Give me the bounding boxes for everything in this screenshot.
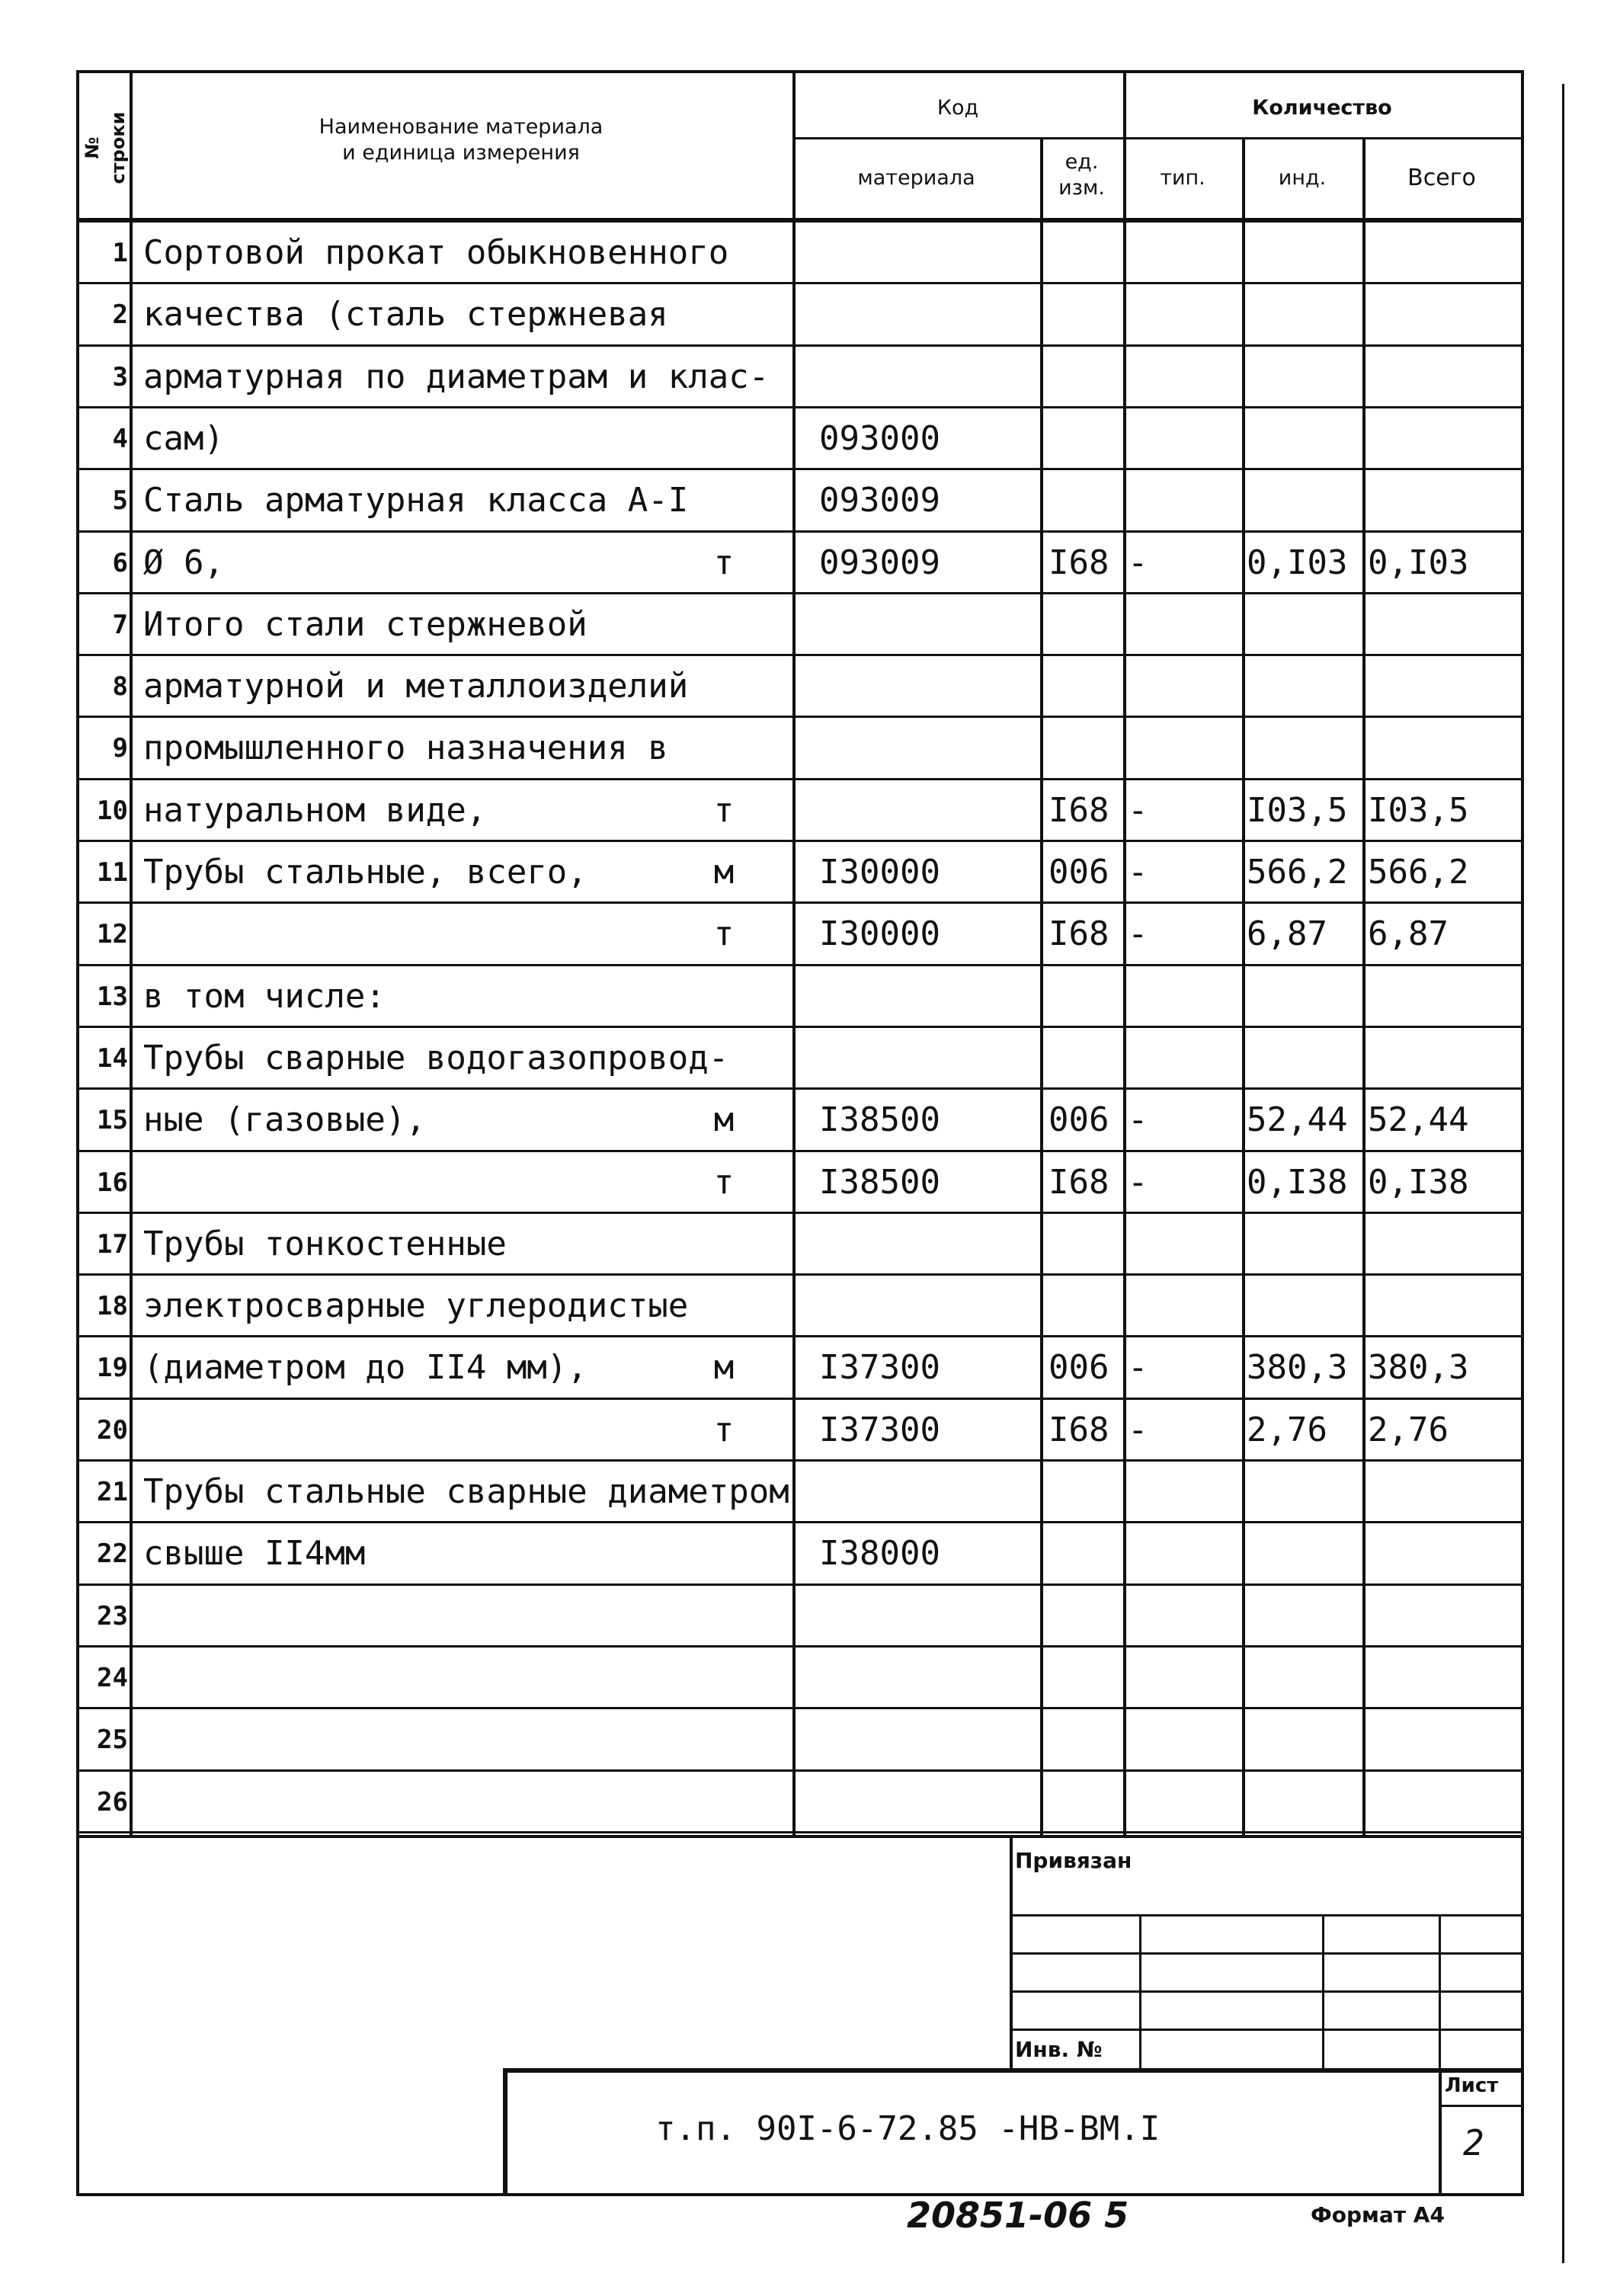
row-line bbox=[76, 592, 1524, 594]
row-qty-typ: - bbox=[1128, 1100, 1148, 1139]
row-name: ные (газовые), bbox=[143, 1100, 426, 1139]
row-line bbox=[76, 282, 1524, 284]
row-name: промышленного назначения в bbox=[143, 729, 668, 767]
row-number: 12 bbox=[97, 919, 128, 949]
row-unit: т bbox=[713, 914, 735, 953]
row-qty-total: 52,44 bbox=[1368, 1100, 1469, 1139]
margin-line-right bbox=[1562, 84, 1564, 2263]
row-name: (диаметром до II4 мм), bbox=[143, 1348, 587, 1387]
row-qty-total: I03,5 bbox=[1368, 791, 1469, 830]
row-unit-code: I68 bbox=[1049, 1163, 1109, 1202]
row-name: в том числе: bbox=[143, 977, 386, 1016]
row-qty-total: 0,I38 bbox=[1368, 1163, 1469, 1202]
header-q-typ: тип. bbox=[1160, 166, 1205, 190]
row-qty-ind: 380,3 bbox=[1247, 1348, 1348, 1387]
row-qty-typ: - bbox=[1128, 543, 1148, 582]
row-qty-total: 380,3 bbox=[1368, 1348, 1469, 1387]
row-line bbox=[76, 1212, 1524, 1214]
row-code: I37300 bbox=[819, 1348, 940, 1387]
row-number: 24 bbox=[97, 1663, 128, 1693]
row-code: 093000 bbox=[819, 419, 940, 458]
row-line bbox=[76, 1769, 1524, 1772]
frame-bottom bbox=[76, 2193, 1524, 2196]
row-qty-total: 566,2 bbox=[1368, 853, 1469, 892]
row-line bbox=[76, 1150, 1524, 1152]
row-qty-typ: - bbox=[1128, 1411, 1148, 1449]
row-code: I38500 bbox=[819, 1100, 940, 1139]
row-line bbox=[76, 530, 1524, 533]
header-name: Наименование материала и единица измерения bbox=[319, 115, 603, 165]
row-name: Ø 6, bbox=[143, 543, 224, 582]
archive-number: 20851-06 5 bbox=[907, 2195, 1129, 2236]
row-name: арматурной и металлоизделий bbox=[143, 667, 689, 706]
row-line bbox=[76, 840, 1524, 842]
row-code: 093009 bbox=[819, 481, 940, 520]
row-number: 11 bbox=[97, 857, 128, 888]
row-qty-ind: 0,I38 bbox=[1247, 1163, 1348, 1202]
row-line bbox=[76, 1273, 1524, 1276]
row-unit: т bbox=[713, 543, 735, 582]
row-qty-total: 0,I03 bbox=[1368, 543, 1469, 582]
row-number: 23 bbox=[97, 1601, 128, 1632]
row-number: 14 bbox=[97, 1043, 128, 1074]
row-name: Трубы стальные сварные диаметром bbox=[143, 1472, 789, 1511]
row-line bbox=[76, 1459, 1524, 1462]
row-line bbox=[76, 1335, 1524, 1337]
row-code: I30000 bbox=[819, 853, 940, 892]
row-name: Трубы тонкостенные bbox=[143, 1225, 507, 1263]
row-number: 25 bbox=[97, 1724, 128, 1755]
header-sub-line bbox=[792, 137, 1521, 139]
header-code-unit: ед. изм. bbox=[1058, 150, 1105, 200]
row-qty-typ: - bbox=[1128, 1163, 1148, 1202]
header-row-no: № строки bbox=[82, 111, 129, 184]
header-q-ind: инд. bbox=[1278, 166, 1327, 190]
row-unit-code: I68 bbox=[1049, 791, 1109, 830]
row-qty-ind: 6,87 bbox=[1247, 914, 1327, 953]
row-number: 16 bbox=[97, 1167, 128, 1198]
sheet-label-line bbox=[1439, 2105, 1521, 2107]
row-unit: т bbox=[713, 791, 735, 830]
row-number: 6 bbox=[112, 548, 128, 578]
row-name: сам) bbox=[143, 419, 224, 458]
row-qty-typ: - bbox=[1128, 914, 1148, 953]
row-code: I30000 bbox=[819, 914, 940, 953]
row-qty-typ: - bbox=[1128, 853, 1148, 892]
row-number: 26 bbox=[97, 1787, 128, 1817]
col-line-unit bbox=[1123, 70, 1126, 1838]
row-code: 093009 bbox=[819, 543, 940, 582]
row-qty-ind: 2,76 bbox=[1247, 1411, 1327, 1449]
row-name: качества (сталь стержневая bbox=[143, 295, 668, 334]
row-qty-ind: 52,44 bbox=[1247, 1100, 1348, 1139]
row-qty-ind: 0,I03 bbox=[1247, 543, 1348, 582]
sheet-number: 2 bbox=[1463, 2122, 1484, 2163]
row-qty-total: 2,76 bbox=[1368, 1411, 1449, 1449]
row-line bbox=[76, 1584, 1524, 1586]
row-number: 7 bbox=[112, 610, 128, 640]
row-number: 10 bbox=[97, 796, 128, 826]
row-line bbox=[76, 1645, 1524, 1648]
row-unit-code: I68 bbox=[1049, 914, 1109, 953]
stamp-line-4 bbox=[1010, 2029, 1521, 2031]
row-name: электросварные углеродистые bbox=[143, 1286, 689, 1325]
stamp-line-1 bbox=[1010, 1914, 1521, 1917]
row-number: 8 bbox=[112, 671, 128, 702]
stamp-inv: Инв. № bbox=[1015, 2037, 1103, 2062]
row-number: 3 bbox=[112, 362, 128, 392]
row-name: арматурная по диаметрам и клас- bbox=[143, 357, 770, 396]
row-qty-typ: - bbox=[1128, 1348, 1148, 1387]
row-name: Сталь арматурная класса А-I bbox=[143, 481, 689, 520]
row-unit: м bbox=[713, 853, 735, 892]
title-block-sheet-col bbox=[1439, 2068, 1442, 2196]
row-unit-code: I68 bbox=[1049, 1411, 1109, 1449]
row-unit: т bbox=[713, 1411, 735, 1449]
frame-right bbox=[1521, 70, 1524, 2196]
row-number: 9 bbox=[112, 733, 128, 764]
doc-code: т.п. 90I-6-72.85 -НВ-ВМ.I bbox=[655, 2109, 1161, 2148]
format-label: Формат А4 bbox=[1311, 2202, 1445, 2227]
row-qty-total: 6,87 bbox=[1368, 914, 1449, 953]
row-code: I38500 bbox=[819, 1163, 940, 1202]
col-line-name bbox=[792, 70, 796, 1838]
row-unit: т bbox=[713, 1163, 735, 1202]
stamp-top-line bbox=[76, 1835, 1524, 1838]
row-unit: м bbox=[713, 1348, 735, 1387]
row-line bbox=[76, 1521, 1524, 1523]
row-number: 22 bbox=[97, 1539, 128, 1569]
stamp-vline-3 bbox=[1439, 1914, 1441, 2071]
stamp-line-2 bbox=[1010, 1952, 1521, 1955]
row-number: 1 bbox=[112, 238, 128, 268]
stamp-vline-1 bbox=[1139, 1914, 1141, 2071]
row-line bbox=[76, 654, 1524, 656]
row-number: 20 bbox=[97, 1415, 128, 1446]
row-line bbox=[76, 716, 1524, 718]
row-number: 21 bbox=[97, 1477, 128, 1507]
row-number: 2 bbox=[112, 299, 128, 330]
row-name: Трубы сварные водогазопровод- bbox=[143, 1039, 729, 1078]
row-number: 17 bbox=[97, 1229, 128, 1260]
row-line bbox=[76, 1707, 1524, 1709]
stamp-line-3 bbox=[1010, 1990, 1521, 1993]
header-bottom-line bbox=[76, 218, 1524, 223]
row-line bbox=[76, 778, 1524, 780]
row-number: 5 bbox=[112, 485, 128, 516]
title-block-left bbox=[503, 2068, 507, 2196]
header-code-material: материала bbox=[857, 166, 975, 190]
sheet-label: Лист bbox=[1445, 2074, 1499, 2097]
row-number: 15 bbox=[97, 1105, 128, 1135]
row-qty-ind: 566,2 bbox=[1247, 853, 1348, 892]
row-unit-code: 006 bbox=[1049, 853, 1109, 892]
col-line-rowno bbox=[130, 70, 133, 1838]
row-code: I37300 bbox=[819, 1411, 940, 1449]
row-number: 13 bbox=[97, 981, 128, 1012]
row-line bbox=[76, 406, 1524, 408]
header-code: Код bbox=[936, 96, 979, 120]
row-name: Итого стали стержневой bbox=[143, 605, 587, 644]
row-code: I38000 bbox=[819, 1534, 940, 1573]
row-unit: м bbox=[713, 1100, 735, 1139]
row-number: 19 bbox=[97, 1353, 128, 1383]
row-line bbox=[76, 964, 1524, 966]
row-name: натуральном виде, bbox=[143, 791, 487, 830]
row-line bbox=[76, 1026, 1524, 1028]
row-line bbox=[76, 344, 1524, 347]
row-name: Сортовой прокат обыкновенного bbox=[143, 233, 729, 272]
stamp-bound: Привязан bbox=[1015, 1848, 1132, 1873]
row-line bbox=[76, 901, 1524, 904]
stamp-vline-2 bbox=[1322, 1914, 1324, 2071]
row-line bbox=[76, 1398, 1524, 1400]
row-number: 4 bbox=[112, 424, 128, 454]
header-quantity: Количество bbox=[1252, 96, 1392, 120]
header-q-total: Всего bbox=[1407, 165, 1476, 191]
row-qty-typ: - bbox=[1128, 791, 1148, 830]
row-name: свыше II4мм bbox=[143, 1534, 366, 1573]
title-block-top bbox=[503, 2068, 1524, 2073]
frame-top bbox=[76, 70, 1524, 73]
row-line bbox=[76, 1087, 1524, 1090]
row-qty-ind: I03,5 bbox=[1247, 791, 1348, 830]
row-unit-code: I68 bbox=[1049, 543, 1109, 582]
row-name: Трубы стальные, всего, bbox=[143, 853, 587, 892]
row-unit-code: 006 bbox=[1049, 1348, 1109, 1387]
row-line bbox=[76, 468, 1524, 470]
row-unit-code: 006 bbox=[1049, 1100, 1109, 1139]
row-line bbox=[76, 1831, 1524, 1833]
row-number: 18 bbox=[97, 1291, 128, 1321]
